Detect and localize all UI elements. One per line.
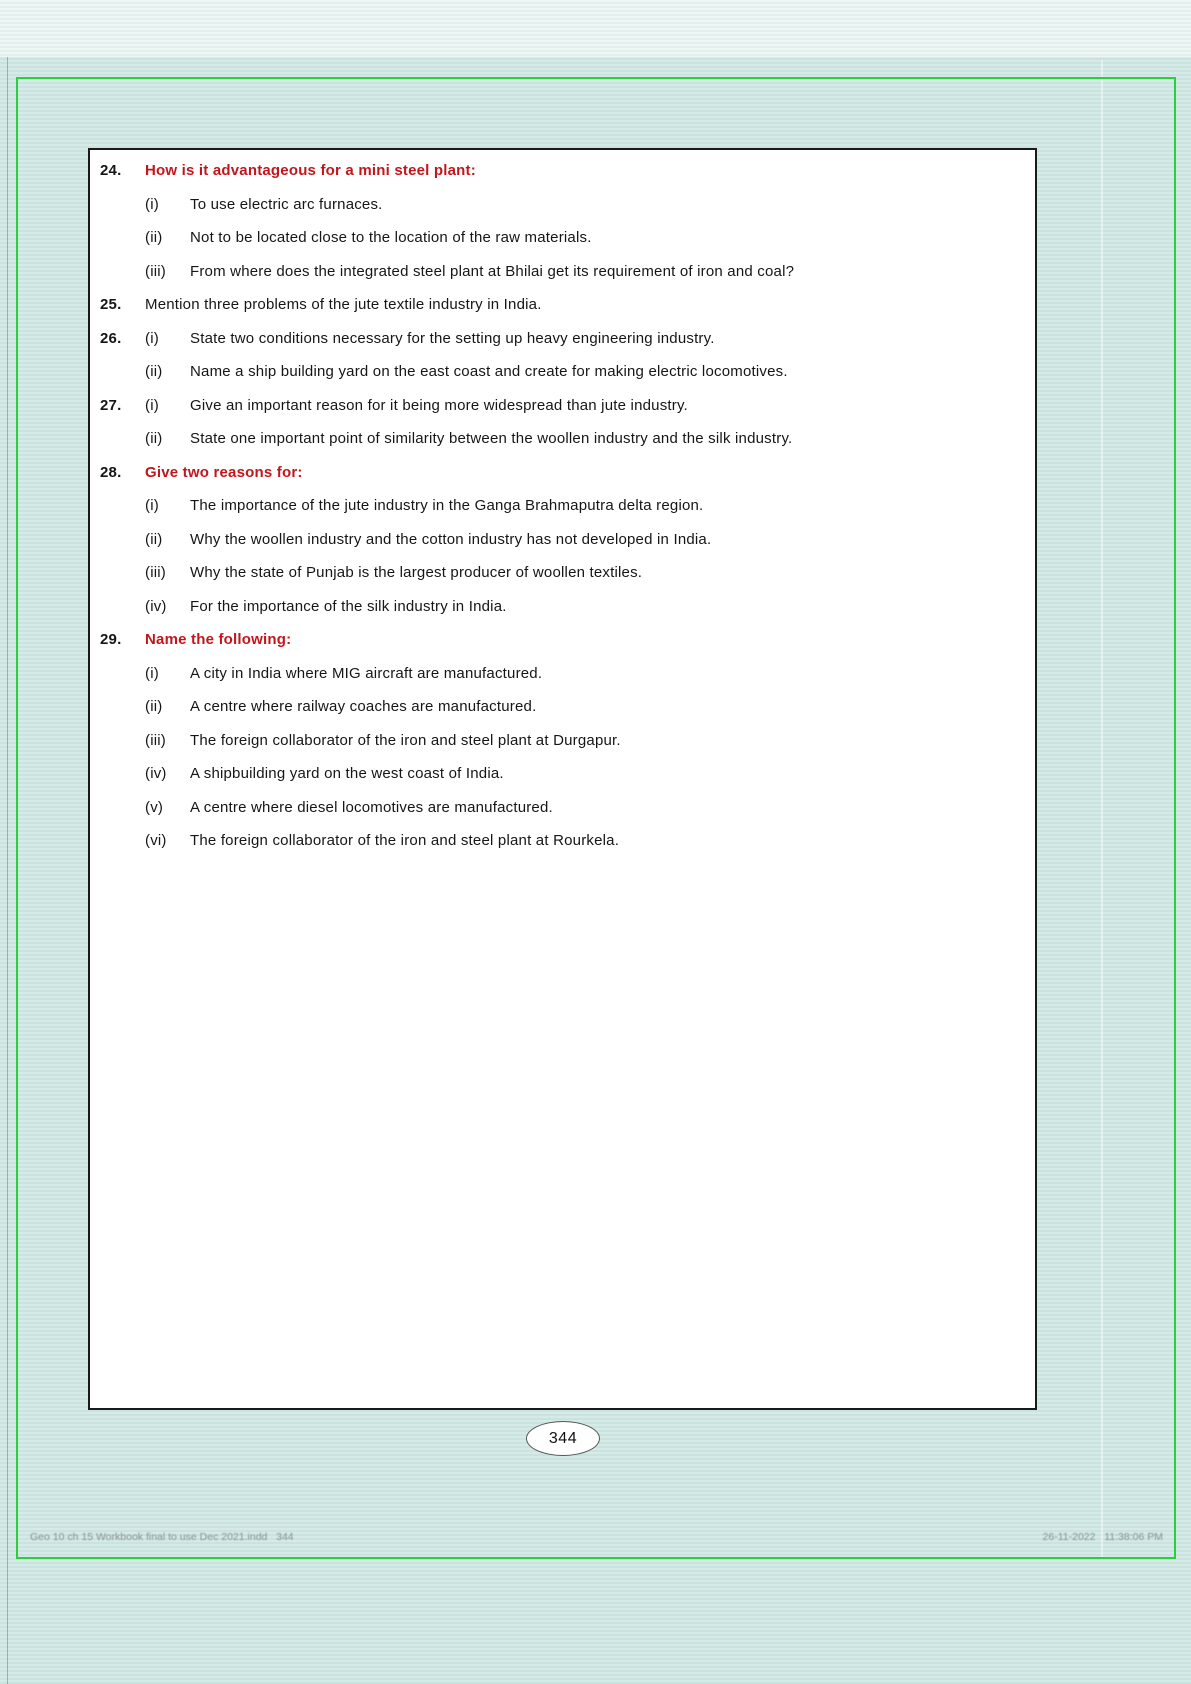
item-label: (iv) [145, 765, 167, 782]
content-box [88, 148, 1037, 1410]
question [100, 396, 1011, 463]
item-label: (i) [145, 664, 159, 682]
item-label: (i) [145, 497, 159, 514]
question-number: 28. [100, 463, 122, 481]
footer-timestamp: 26-11-2022 11:38:06 PM [1042, 1531, 1163, 1543]
item-text: From where does the integrated steel plant at Bhilai get its requirement of iron and coal? [190, 262, 795, 280]
item-label: (i) [145, 396, 159, 414]
item-text: Why the woollen industry and the cotton industry has not developed in India. [190, 530, 712, 548]
item-text: A shipbuilding yard on the west coast of India. [190, 765, 504, 782]
question-item [145, 731, 1011, 751]
item-label: (ii) [145, 363, 163, 380]
question-heading: Mention three problems of the jute textile industry in India. [145, 296, 542, 313]
question-body [145, 161, 1011, 295]
item-label: (iv) [145, 597, 167, 615]
question [100, 630, 1011, 865]
item-label: (i) [145, 195, 159, 213]
item-text: To use electric arc furnaces. [190, 195, 383, 213]
item-label: (vi) [145, 832, 167, 849]
question-item [145, 798, 1011, 818]
scan-top-band [0, 0, 1191, 57]
question-item [145, 195, 1011, 215]
item-label: (v) [145, 798, 164, 816]
question-heading: Give two reasons for: [145, 463, 303, 481]
item-text: A city in India where MIG aircraft are manufactured. [190, 664, 543, 682]
question-heading: Name the following: [145, 631, 292, 648]
question-item [145, 396, 1011, 416]
scan-artifact-line-left [7, 57, 8, 1684]
questions-list [90, 150, 1035, 865]
question-item [145, 429, 1011, 449]
question-item [145, 697, 1011, 717]
question-body [145, 329, 1011, 396]
item-label: (ii) [145, 530, 163, 548]
item-text: Not to be located close to the location of the raw materials. [190, 229, 592, 246]
question-item [145, 228, 1011, 248]
question-item [145, 597, 1011, 617]
item-label: (ii) [145, 229, 163, 246]
question [100, 463, 1011, 631]
question-item [145, 262, 1011, 282]
item-text: A centre where diesel locomotives are manufactured. [190, 798, 553, 816]
question-item [145, 764, 1011, 784]
item-label: (iii) [145, 564, 166, 581]
question-heading: How is it advantageous for a mini steel plant: [145, 162, 476, 179]
item-text: The foreign collaborator of the iron and steel plant at Rourkela. [190, 832, 620, 849]
item-text: For the importance of the silk industry in India. [190, 597, 507, 615]
question-item [145, 664, 1011, 684]
item-label: (iii) [145, 262, 166, 280]
question-number: 29. [100, 631, 122, 648]
page-number-badge [526, 1421, 600, 1456]
question [100, 329, 1011, 396]
item-text: State two conditions necessary for the setting up heavy engineering industry. [190, 329, 715, 347]
item-label: (ii) [145, 698, 163, 715]
question-item [145, 329, 1011, 349]
question [100, 161, 1011, 295]
item-text: The importance of the jute industry in the Ganga Brahmaputra delta region. [190, 497, 704, 514]
item-text: Name a ship building yard on the east coast and create for making electric locomotives. [190, 363, 788, 380]
item-text: State one important point of similarity between the woollen industry and the silk industry. [190, 430, 793, 447]
question-body [145, 295, 1011, 329]
question [100, 295, 1011, 329]
question-item [145, 530, 1011, 550]
question-body [145, 630, 1011, 865]
question-number: 25. [100, 296, 122, 313]
question-item [145, 563, 1011, 583]
question-item [145, 831, 1011, 851]
item-label: (i) [145, 329, 159, 347]
question-number: 26. [100, 329, 122, 347]
item-text: A centre where railway coaches are manufactured. [190, 698, 537, 715]
footer-filename: Geo 10 ch 15 Workbook final to use Dec 2021.indd 344 [30, 1531, 294, 1543]
page-number: 344 [548, 1429, 578, 1447]
item-label: (iii) [145, 731, 166, 749]
item-text: Give an important reason for it being more widespread than jute industry. [190, 396, 688, 414]
question-body [145, 396, 1011, 463]
question-item [145, 362, 1011, 382]
question-number: 24. [100, 162, 122, 179]
question-item [145, 496, 1011, 516]
item-text: The foreign collaborator of the iron and steel plant at Durgapur. [190, 731, 621, 749]
question-body [145, 463, 1011, 631]
item-text: Why the state of Punjab is the largest producer of woollen textiles. [190, 564, 643, 581]
question-number: 27. [100, 396, 122, 414]
item-label: (ii) [145, 430, 163, 447]
